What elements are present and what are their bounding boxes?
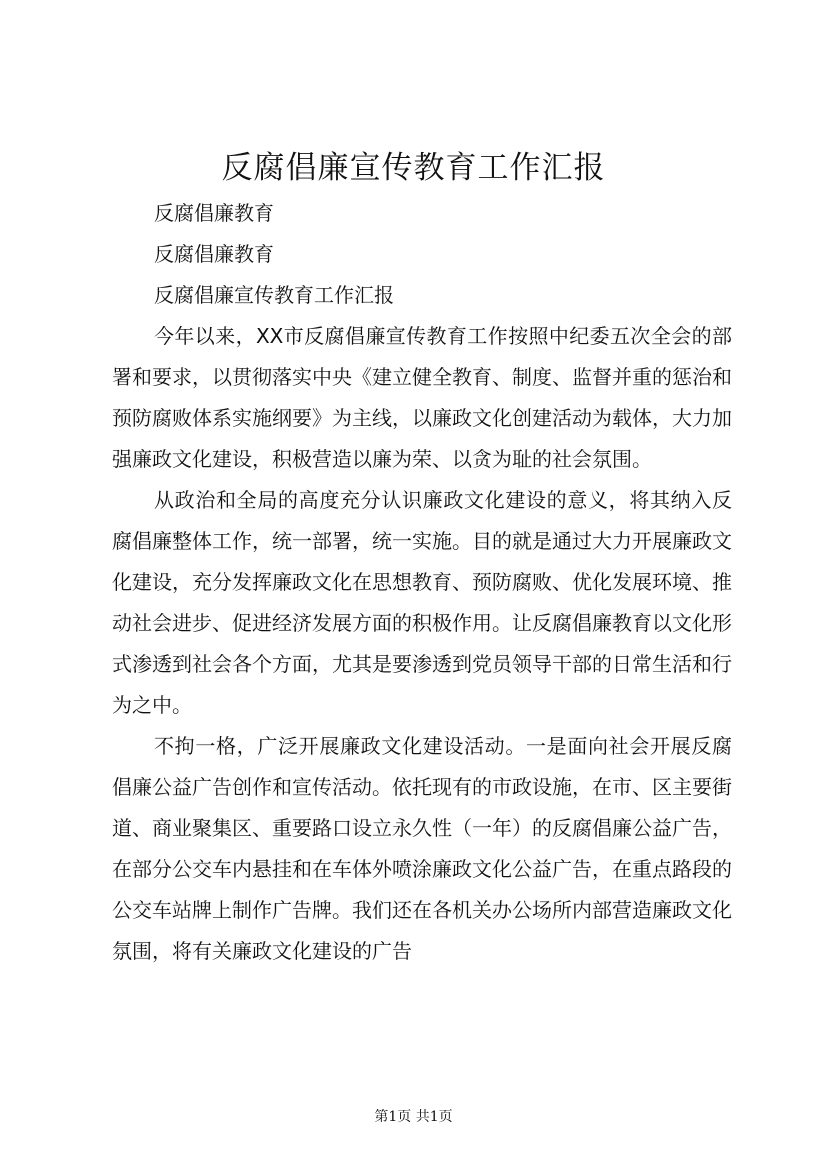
paragraph: 不拘一格，广泛开展廉政文化建设活动。一是面向社会开展反腐倡廉公益广告创作和宣传活动。依托现有的市政设施，在市、区主要街道、商业聚集区、重要路口设立永久性（一年）的反腐倡廉公益广告，在部分公交车内悬挂和在车体外喷涂廉政文化公益广告，在重点路段的公交车站牌上制作广告牌。我们还在各机关办公场所内部营造廉政文化氛围，将有关廉政文化建设的广告 — [112, 734, 732, 963]
page-footer: 第1页 共1页 — [374, 1109, 453, 1125]
paragraph: 反腐倡廉宣传教育工作汇报 — [154, 283, 394, 307]
paragraph: 今年以来，XX市反腐倡廉宣传教育工作按照中纪委五次全会的部署和要求，以贯彻落实中央《建立健全教育、制度、监督并重的惩治和预防腐败体系实施纲要》为主线，以廉政文化创建活动为载体，大力加强廉政文化建设，积极营造以廉为荣、以贪为耻的社会氛围。 — [112, 324, 732, 471]
paragraph: 从政治和全局的高度充分认识廉政文化建设的意义，将其纳入反腐倡廉整体工作，统一部署，统一实施。目的就是通过大力开展廉政文化建设，充分发挥廉政文化在思想教育、预防腐败、优化发展环境、推动社会进步、促进经济发展方面的积极作用。让反腐倡廉教育以文化形式渗透到社会各个方面，尤其是要渗透到党员领导干部的日常生活和行为之中。 — [112, 488, 732, 717]
paragraph: 反腐倡廉教育 — [154, 242, 274, 266]
document-body — [112, 193, 732, 972]
paragraph: 反腐倡廉教育 — [154, 201, 274, 225]
document-title: 反腐倡廉宣传教育工作汇报 — [221, 150, 606, 186]
